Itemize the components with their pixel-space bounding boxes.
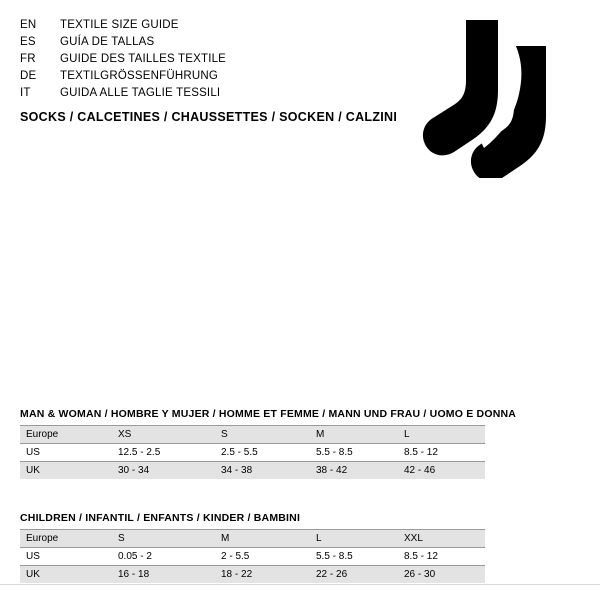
table-title: CHILDREN / INFANTIL / ENFANTS / KINDER / BAMBINI bbox=[20, 512, 301, 524]
page-subtitle: SOCKS / CALCETINES / CHAUSSETTES / SOCKEN / CALZINI bbox=[20, 110, 398, 124]
table-title: MAN & WOMAN / HOMBRE Y MUJER / HOMME ET FEMME / MANN UND FRAU / UOMO E DONNA bbox=[20, 408, 517, 420]
table-section-man-woman bbox=[20, 408, 580, 479]
table-section-children bbox=[20, 512, 580, 583]
pair-of-socks-icon bbox=[406, 18, 576, 178]
table-row bbox=[20, 444, 485, 462]
table-cell: UK bbox=[20, 462, 112, 480]
table-row bbox=[20, 566, 485, 584]
table-row bbox=[20, 548, 485, 566]
table-row bbox=[20, 530, 485, 548]
table-cell: 2 - 5.5 bbox=[215, 548, 310, 566]
table-cell: 16 - 18 bbox=[112, 566, 215, 584]
language-code: EN bbox=[20, 19, 37, 31]
table-cell: 22 - 26 bbox=[310, 566, 398, 584]
table-cell: 18 - 22 bbox=[215, 566, 310, 584]
table-cell: L bbox=[398, 426, 485, 444]
table-cell: M bbox=[215, 530, 310, 548]
table-cell: 42 - 46 bbox=[398, 462, 485, 480]
language-label: TEXTILE SIZE GUIDE bbox=[60, 19, 179, 31]
table-cell: 8.5 - 12 bbox=[398, 444, 485, 462]
language-list bbox=[20, 17, 380, 102]
table-cell: S bbox=[112, 530, 215, 548]
table-cell: UK bbox=[20, 566, 112, 584]
bottom-divider bbox=[0, 584, 600, 585]
table-cell: S bbox=[215, 426, 310, 444]
table-cell: US bbox=[20, 548, 112, 566]
language-code: FR bbox=[20, 53, 36, 65]
table-cell: Europe bbox=[20, 426, 112, 444]
table-cell: US bbox=[20, 444, 112, 462]
language-row bbox=[20, 17, 380, 34]
table-cell: 8.5 - 12 bbox=[398, 548, 485, 566]
table-row bbox=[20, 462, 485, 480]
table-cell: 38 - 42 bbox=[310, 462, 398, 480]
table-cell: XS bbox=[112, 426, 215, 444]
table-cell: 26 - 30 bbox=[398, 566, 485, 584]
table-cell: L bbox=[310, 530, 398, 548]
table-cell: 5.5 - 8.5 bbox=[310, 444, 398, 462]
language-row bbox=[20, 34, 380, 51]
language-label: GUIDA ALLE TAGLIE TESSILI bbox=[60, 87, 221, 99]
language-label: TEXTILGRÖSSENFÜHRUNG bbox=[60, 70, 218, 82]
language-row bbox=[20, 51, 380, 68]
table-cell: 30 - 34 bbox=[112, 462, 215, 480]
language-label: GUIDE DES TAILLES TEXTILE bbox=[60, 53, 227, 65]
size-table-man-woman bbox=[20, 425, 485, 479]
table-cell: Europe bbox=[20, 530, 112, 548]
language-label: GUÍA DE TALLAS bbox=[60, 36, 155, 48]
language-row bbox=[20, 85, 380, 102]
table-row bbox=[20, 426, 485, 444]
size-table-children bbox=[20, 529, 485, 583]
language-code: IT bbox=[20, 87, 31, 99]
table-cell: 0.05 - 2 bbox=[112, 548, 215, 566]
table-cell: 12.5 - 2.5 bbox=[112, 444, 215, 462]
table-cell: 5.5 - 8.5 bbox=[310, 548, 398, 566]
table-cell: 34 - 38 bbox=[215, 462, 310, 480]
language-row bbox=[20, 68, 380, 85]
table-cell: 2.5 - 5.5 bbox=[215, 444, 310, 462]
language-code: DE bbox=[20, 70, 37, 82]
table-cell: XXL bbox=[398, 530, 485, 548]
language-code: ES bbox=[20, 36, 36, 48]
table-cell: M bbox=[310, 426, 398, 444]
